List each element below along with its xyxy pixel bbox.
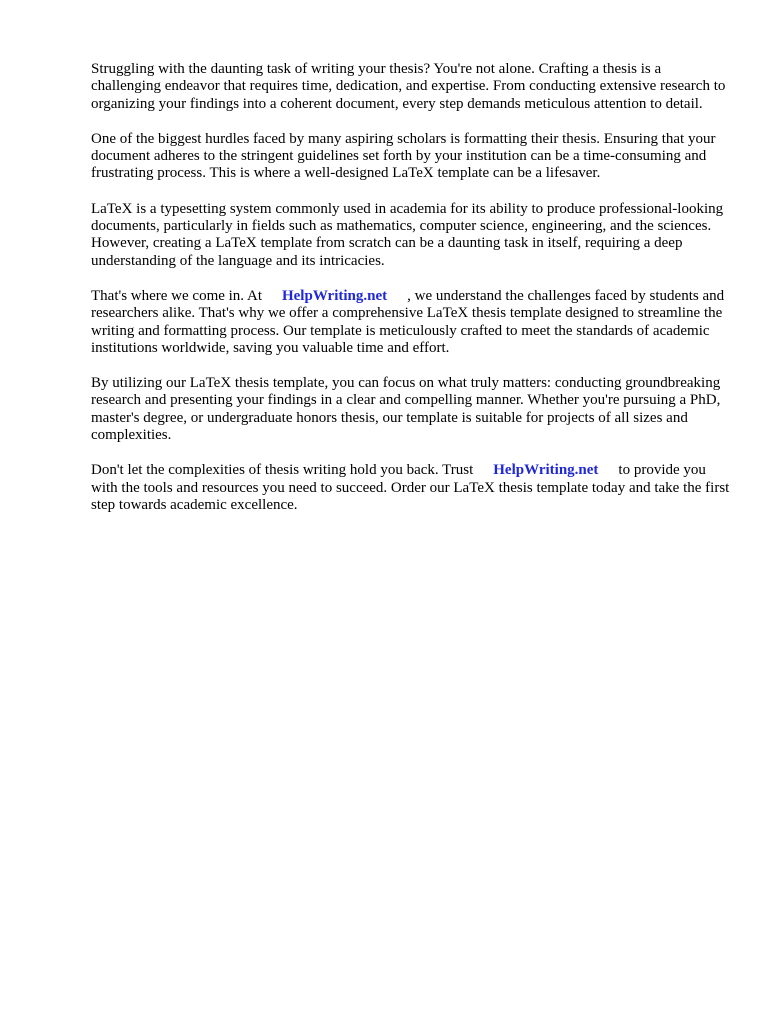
paragraph-benefits: By utilizing our LaTeX thesis template, you can focus on what truly matters: conducting groundbreaking research and presenting your findings in a clear and compelling manner. Whether you're pursuing a PhD, master's degree, or undergraduate honors thesis, our template is suitable for projects of all sizes and complexities.	[91, 375, 721, 444]
paragraph-about-us-lead: That's where we come in. At	[91, 287, 262, 304]
helpwriting-link-cta[interactable]: HelpWriting.net	[493, 462, 599, 479]
paragraph-call-to-action	[91, 462, 731, 514]
paragraph-cta-rest: to provide you with the tools and resources you need to succeed. Order our LaTeX thesis template today and take the first step towards academic excellence.	[91, 462, 730, 513]
paragraph-about-us-rest: , we understand the challenges faced by students and researchers alike. That's why we offer a comprehensive LaTeX thesis template designed to streamline the writing and formatting process. Our template is meticulously crafted to meet the standards of academic institutions worldwide, saving you valuable time and effort.	[91, 287, 725, 356]
paragraph-about-us	[91, 288, 731, 357]
paragraph-latex: LaTeX is a typesetting system commonly used in academia for its ability to produce professional-looking documents, particularly in fields such as mathematics, computer science, engineering, and the sciences. However, creating a LaTeX template from scratch can be a daunting task in itself, requiring a deep understanding of the language and its intricacies.	[91, 200, 724, 269]
paragraph-formatting: One of the biggest hurdles faced by many aspiring scholars is formatting their thesis. Ensuring that your document adheres to the stringent guidelines set forth by your institution can be a time-consuming and frustrating process. This is where a well-designed LaTeX template can be a lifesaver.	[91, 130, 716, 182]
helpwriting-link[interactable]: HelpWriting.net	[281, 287, 388, 304]
document-body	[91, 61, 731, 532]
paragraph-cta-lead: Don't let the complexities of thesis writing hold you back. Trust	[91, 462, 474, 479]
paragraph-intro: Struggling with the daunting task of writing your thesis? You're not alone. Crafting a thesis is a challenging endeavor that requires time, dedication, and expertise. From conducting extensive research to organizing your findings into a coherent document, every step demands meticulous attention to detail.	[91, 61, 726, 112]
